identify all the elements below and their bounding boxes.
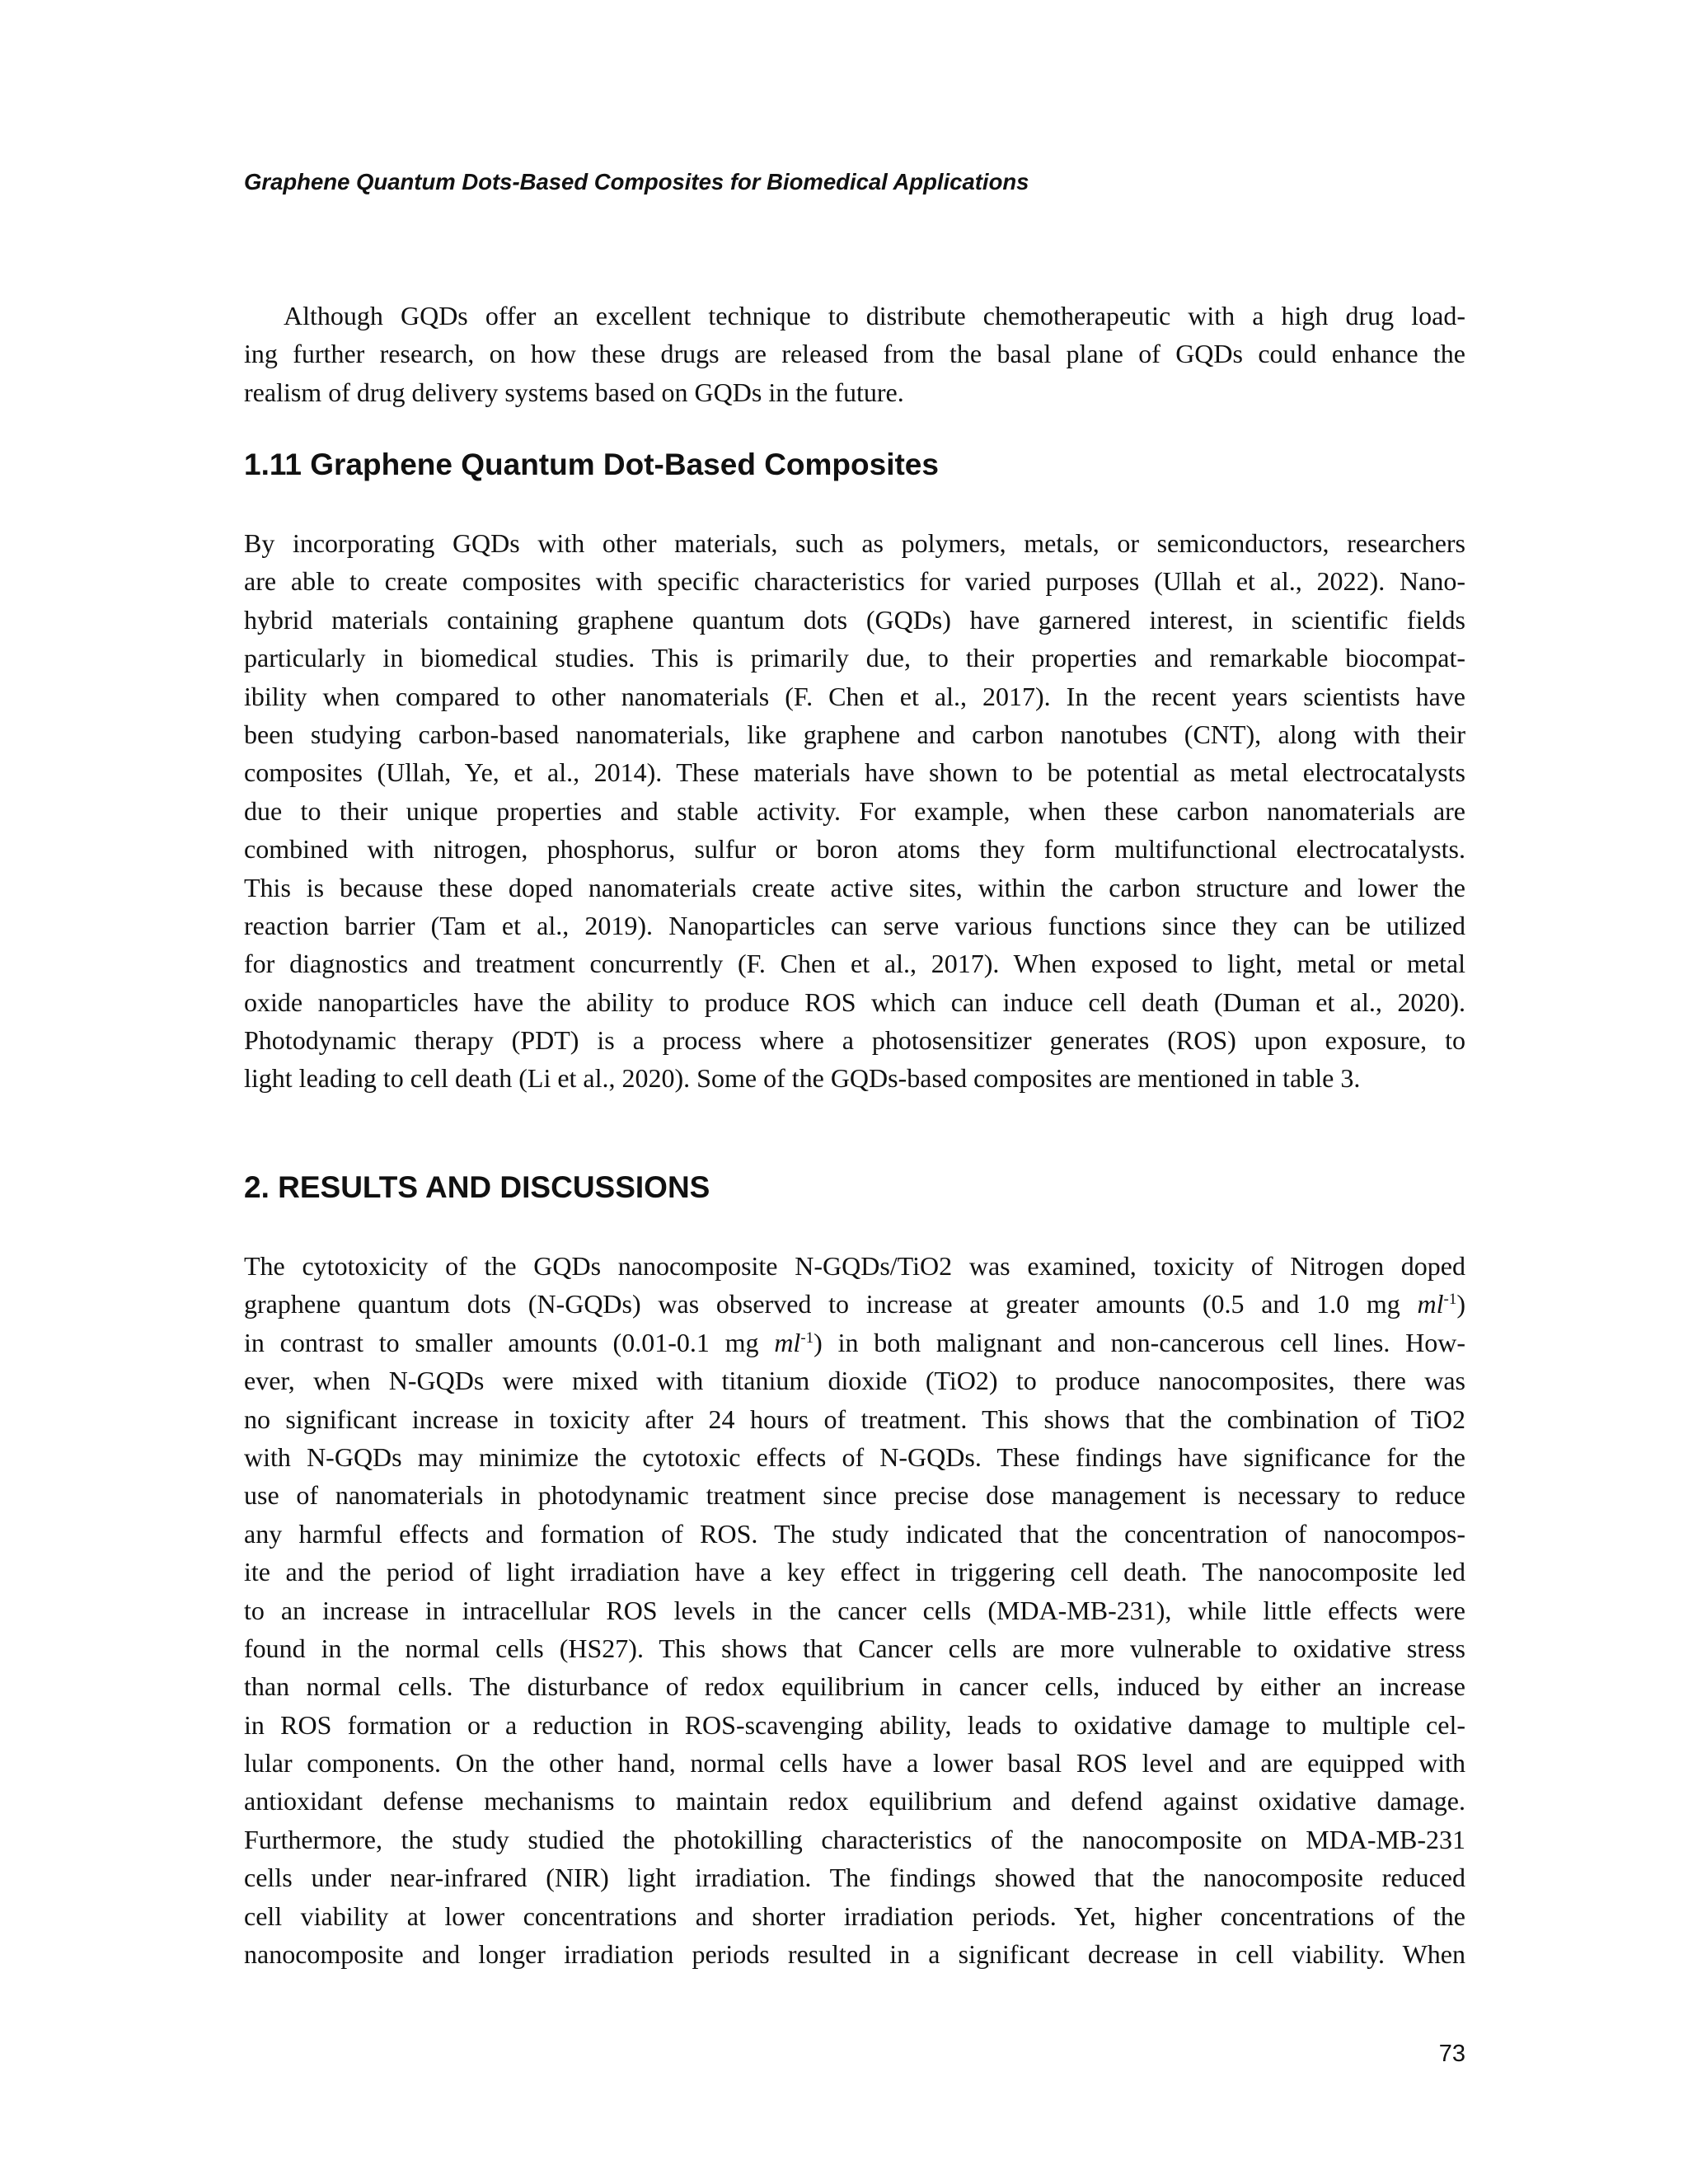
paragraph-line: ing further research, on how these drugs are released from the basal plane of GQDs could enhance the bbox=[244, 339, 1465, 369]
paragraph-line: combined with nitrogen, phosphorus, sulfur or boron atoms they form multifunctional electrocatalysts. bbox=[244, 834, 1465, 865]
paragraph-line: lular components. On the other hand, normal cells have a lower basal ROS level and are equipped with bbox=[244, 1748, 1465, 1779]
paragraph-line: realism of drug delivery systems based on GQDs in the future. bbox=[244, 377, 904, 407]
line-text: in contrast to smaller amounts (0.01-0.1 mg bbox=[244, 1327, 775, 1357]
intro-paragraph bbox=[244, 297, 1465, 411]
paragraph-line: are able to create composites with specific characteristics for varied purposes (Ullah et al., 2022). Nano- bbox=[244, 566, 1465, 597]
paragraph-line: antioxidant defense mechanisms to maintain redox equilibrium and defend against oxidative damage. bbox=[244, 1786, 1465, 1816]
paragraph-line: ite and the period of light irradiation have a key effect in triggering cell death. The nanocomposite led bbox=[244, 1557, 1465, 1587]
paragraph-line: been studying carbon-based nanomaterials, like graphene and carbon nanotubes (CNT), along with their bbox=[244, 719, 1465, 749]
paragraph-line: light leading to cell death (Li et al., 2020). Some of the GQDs-based composites are mentioned in table 3. bbox=[244, 1063, 1361, 1094]
page-number: 73 bbox=[1438, 2041, 1465, 2067]
section-1-11-paragraph bbox=[244, 524, 1465, 1098]
paragraph-line: cells under near-infrared (NIR) light irradiation. The findings showed that the nanocomposite reduced bbox=[244, 1863, 1465, 1893]
paragraph-line: due to their unique properties and stable activity. For example, when these carbon nanomaterials are bbox=[244, 795, 1465, 826]
paragraph-line: oxide nanoparticles have the ability to produce ROS which can induce cell death (Duman et al., 2020). bbox=[244, 987, 1465, 1017]
paragraph-line: ibility when compared to other nanomaterials (F. Chen et al., 2017). In the recent years scientists have bbox=[244, 681, 1465, 711]
results-paragraph bbox=[244, 1247, 1465, 1973]
paragraph-line: ever, when N-GQDs were mixed with titanium dioxide (TiO2) to produce nanocomposites, there was bbox=[244, 1366, 1465, 1396]
paragraph-line: Furthermore, the study studied the photokilling characteristics of the nanocomposite on MDA-MB-231 bbox=[244, 1824, 1465, 1854]
paragraph-line: found in the normal cells (HS27). This shows that Cancer cells are more vulnerable to oxidative stress bbox=[244, 1633, 1465, 1663]
paragraph-line: cell viability at lower concentrations and shorter irradiation periods. Yet, higher concentrations of the bbox=[244, 1900, 1465, 1931]
paragraph-line: particularly in biomedical studies. This is primarily due, to their properties and remarkable biocompat- bbox=[244, 643, 1465, 673]
paragraph-line: in ROS formation or a reduction in ROS-scavenging ability, leads to oxidative damage to multiple cel- bbox=[244, 1709, 1465, 1740]
section-heading-1-11: 1.11 Graphene Quantum Dot-Based Composites bbox=[244, 448, 939, 481]
paragraph-line: graphene quantum dots (N-GQDs) was observed to increase at greater amounts (0.5 and 1.0 mg $ml^{-1}$) bbox=[244, 1289, 1465, 1319]
paragraph-line: hybrid materials containing graphene quantum dots (GQDs) have garnered interest, in scientific fields bbox=[244, 604, 1465, 635]
unit-ml: ml bbox=[1417, 1289, 1444, 1319]
paragraph-line: with N-GQDs may minimize the cytotoxic effects of N-GQDs. These findings have significance for the bbox=[244, 1441, 1465, 1472]
paragraph-line: This is because these doped nanomaterials create active sites, within the carbon structure and lower the bbox=[244, 872, 1465, 902]
paragraph-line bbox=[244, 1324, 1465, 1361]
paragraph-line: By incorporating GQDs with other materials, such as polymers, metals, or semiconductors, researchers bbox=[244, 528, 1465, 558]
unit-ml: ml bbox=[774, 1327, 801, 1357]
unit-exponent: -1 bbox=[800, 1329, 814, 1347]
line-text: graphene quantum dots (N-GQDs) was observed to increase at greater amounts (0.5 and 1.0 mg bbox=[244, 1289, 1418, 1319]
unit-exponent: -1 bbox=[1443, 1291, 1457, 1309]
paragraph-line: Photodynamic therapy (PDT) is a process where a photosensitizer generates (ROS) upon exposure, to bbox=[244, 1025, 1465, 1056]
paragraph-line: for diagnostics and treatment concurrently (F. Chen et al., 2017). When exposed to light, metal or metal bbox=[244, 949, 1465, 979]
paragraph-line: The cytotoxicity of the GQDs nanocomposite N-GQDs/TiO2 was examined, toxicity of Nitrogen doped bbox=[244, 1251, 1465, 1281]
paragraph-line: to an increase in intracellular ROS levels in the cancer cells (MDA-MB-231), while little effects were bbox=[244, 1595, 1465, 1625]
paragraph-line: Although GQDs offer an excellent technique to distribute chemotherapeutic with a high drug load- bbox=[284, 301, 1465, 330]
paragraph-line: nanocomposite and longer irradiation periods resulted in a significant decrease in cell viability. When bbox=[244, 1939, 1465, 1970]
line-text: ) in both malignant and non-cancerous cell lines. How- bbox=[814, 1327, 1466, 1357]
paragraph-line: use of nanomaterials in photodynamic treatment since precise dose management is necessary to reduce bbox=[244, 1480, 1465, 1511]
paragraph-line: no significant increase in toxicity after 24 hours of treatment. This shows that the combination of TiO2 bbox=[244, 1404, 1465, 1434]
paragraph-line: reaction barrier (Tam et al., 2019). Nanoparticles can serve various functions since they can be utilized bbox=[244, 910, 1465, 940]
running-header: Graphene Quantum Dots-Based Composites for Biomedical Applications bbox=[244, 169, 1029, 194]
paragraph-line: any harmful effects and formation of ROS. The study indicated that the concentration of nanocompos- bbox=[244, 1518, 1465, 1549]
paragraph-line: than normal cells. The disturbance of redox equilibrium in cancer cells, induced by either an increase bbox=[244, 1671, 1465, 1702]
paragraph-line: composites (Ullah, Ye, et al., 2014). These materials have shown to be potential as metal electrocatalysts bbox=[244, 757, 1465, 788]
section-heading-results: 2. RESULTS AND DISCUSSIONS bbox=[244, 1170, 710, 1204]
